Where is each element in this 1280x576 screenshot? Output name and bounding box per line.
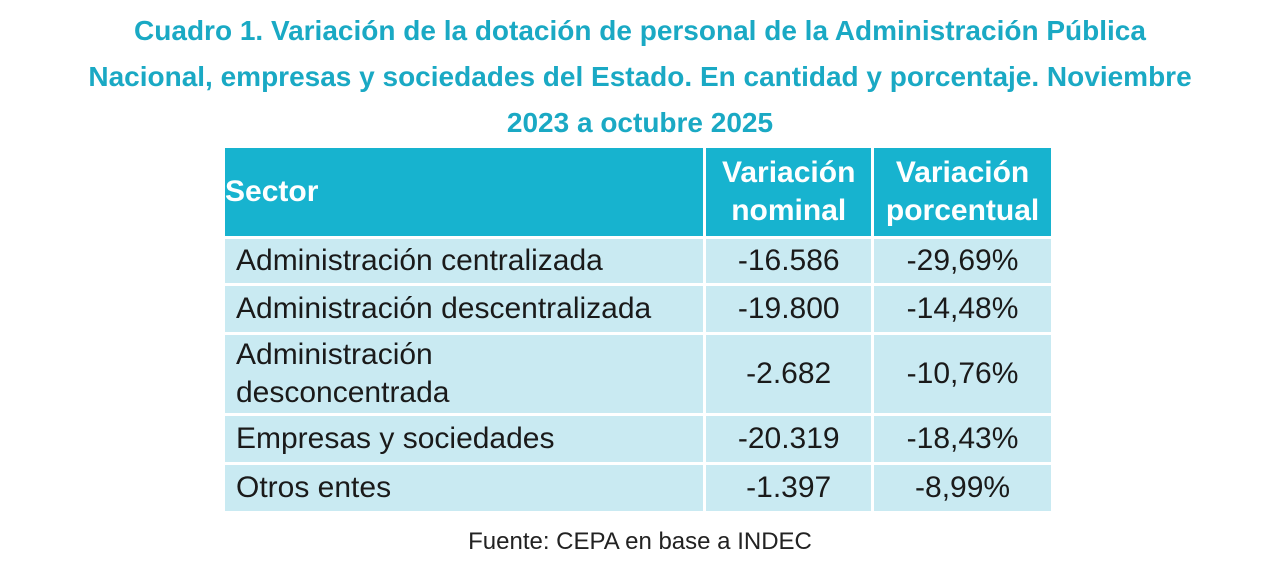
header-percent-line-2: porcentual: [885, 194, 1040, 227]
percent-cell: -18,43%: [873, 415, 1053, 464]
table-row: [224, 334, 1053, 415]
header-percent-line-1: Variación: [895, 156, 1030, 189]
percent-cell: -14,48%: [873, 285, 1053, 334]
header-sector: Sector: [224, 147, 705, 238]
table-row: [224, 238, 1053, 285]
data-table: [222, 145, 1054, 514]
header-percent-variation: [873, 147, 1053, 238]
sector-cell: Empresas y sociedades: [224, 415, 705, 464]
percent-cell: -10,76%: [873, 334, 1053, 415]
nominal-cell: -1.397: [705, 464, 873, 513]
sector-cell: Administración descentralizada: [224, 285, 705, 334]
nominal-cell: -20.319: [705, 415, 873, 464]
nominal-cell: -16.586: [705, 238, 873, 285]
table-row: [224, 285, 1053, 334]
source-note: Fuente: CEPA en base a INDEC: [468, 528, 812, 555]
table-row: [224, 464, 1053, 513]
table-row: [224, 415, 1053, 464]
sector-cell: [224, 334, 705, 415]
title-line-2: Nacional, empresas y sociedades del Estado. En cantidad y porcentaje. Noviembre: [88, 61, 1192, 92]
sector-cell: Administración centralizada: [224, 238, 705, 285]
title-line-1: Cuadro 1. Variación de la dotación de personal de la Administración Pública: [134, 15, 1146, 46]
percent-cell: -8,99%: [873, 464, 1053, 513]
header-nominal-line-2: nominal: [731, 194, 847, 227]
nominal-cell: -2.682: [705, 334, 873, 415]
nominal-cell: -19.800: [705, 285, 873, 334]
title-line-3: 2023 a octubre 2025: [506, 107, 774, 138]
percent-cell: -29,69%: [873, 238, 1053, 285]
sector-cell: Otros entes: [224, 464, 705, 513]
header-nominal-variation: [705, 147, 873, 238]
header-nominal-line-1: Variación: [722, 156, 856, 189]
sector-cell-line-2: desconcentrada: [236, 376, 450, 409]
sector-cell-line-1: Administración: [236, 338, 433, 371]
table-title: [0, 8, 1280, 146]
table-header-row: [224, 147, 1053, 238]
